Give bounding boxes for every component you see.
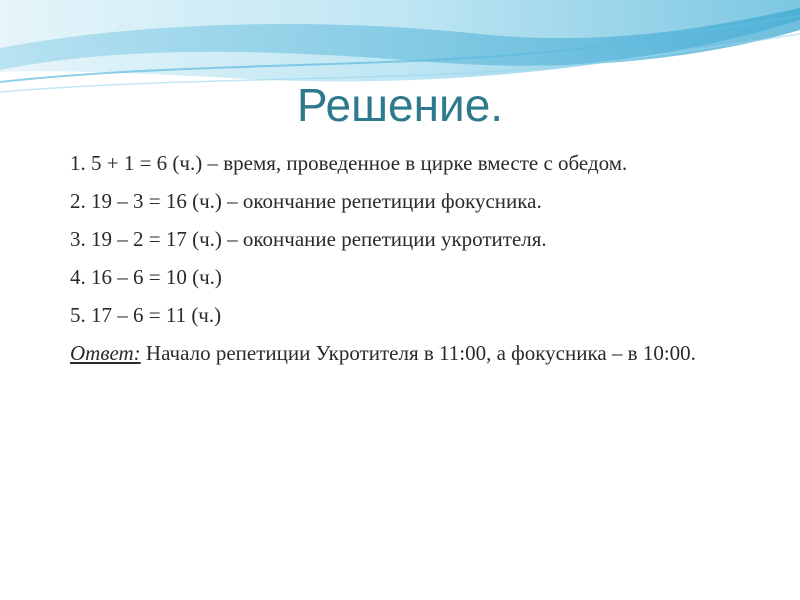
slide-title: Решение. [296,79,504,131]
solution-step-5: 5. 17 – 6 = 11 (ч.) [70,303,222,327]
solution-step-4: 4. 16 – 6 = 10 (ч.) [70,265,222,289]
solution-step-2: 2. 19 – 3 = 16 (ч.) – окончание репетиции фокусника. [70,189,542,213]
answer-line [70,340,760,366]
solution-step-1: 1. 5 + 1 = 6 (ч.) – время, проведенное в цирке вместе с обедом. [70,151,628,175]
solution-step-3: 3. 19 – 2 = 17 (ч.) – окончание репетиции укротителя. [70,227,547,251]
solution-list [70,150,760,378]
answer-label: Ответ: [70,341,141,365]
answer-text: Начало репетиции Укротителя в 11:00, а фокусника – в 10:00. [140,341,696,365]
